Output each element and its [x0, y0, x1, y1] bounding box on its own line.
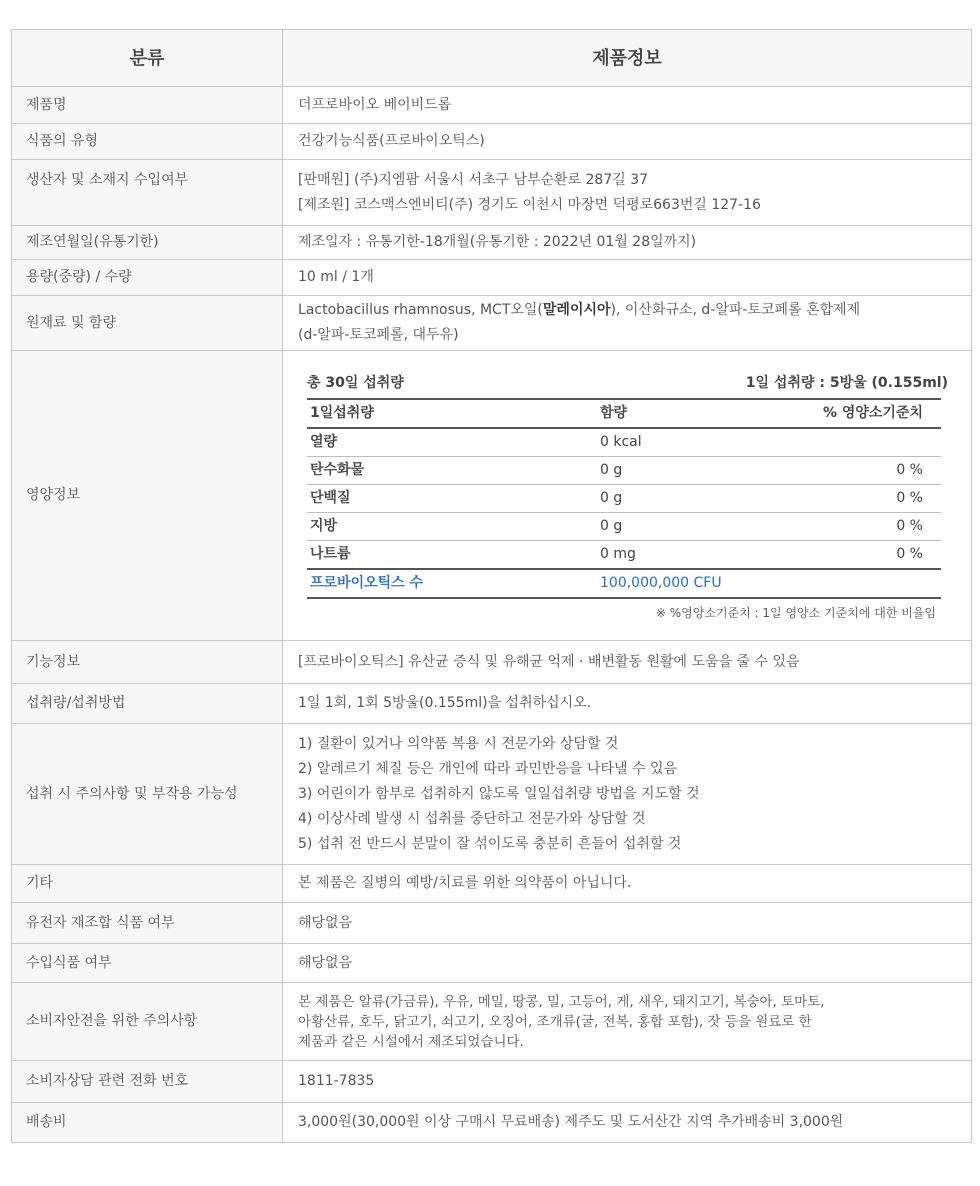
label-maker: 생산자 및 소재지 수입여부 [12, 160, 283, 226]
caution-item: 3) 어린이가 함부로 섭취하지 않도록 일일섭취량 방법을 지도할 것 [298, 785, 700, 802]
ingredients-part1: Lactobacillus rhamnosus, MCT오일( [298, 302, 543, 318]
nutrition-row [307, 428, 941, 457]
value-maker [283, 160, 972, 226]
value-etc: 본 제품은 질병의 예방/치료를 위한 의약품이 아닙니다. [283, 865, 972, 903]
nutrient-amount: 0 mg [597, 540, 777, 569]
value-product-name: 더프로바이오 베이비드롭 [283, 87, 972, 124]
value-gmo: 해당없음 [283, 903, 972, 944]
header-product-info: 제품정보 [283, 30, 972, 87]
nutrition-row [307, 512, 941, 540]
row-date [12, 226, 972, 260]
ingredients-line2: (d-알파-토코페롤, 대두유) [298, 327, 459, 343]
value-function: [프로바이오틱스] 유산균 증식 및 유해균 억제 · 배변활동 원활에 도움을 줄 수 있음 [283, 641, 972, 684]
nutrition-col-amount: 함량 [597, 399, 777, 428]
label-food-type: 식품의 유형 [12, 124, 283, 160]
nutrient-pct: 0 % [777, 512, 941, 540]
nutrient-amount: 0 g [597, 512, 777, 540]
nutrition-daily: 1일 섭취량 : 5방울 (0.155ml) [745, 374, 948, 391]
nutrition-col-pct: % 영양소기준치 [777, 399, 941, 428]
row-caution [12, 724, 972, 865]
nutrition-row [307, 456, 941, 484]
value-food-type: 건강기능식품(프로바이오틱스) [283, 124, 972, 160]
nutrient-pct [777, 569, 941, 598]
ingredients-origin: 말레이시아 [542, 302, 611, 318]
safety-line: 아황산류, 호두, 닭고기, 쇠고기, 오징어, 조개류(굴, 전복, 홍합 포함), 잣 등을 원료로 한 [298, 1013, 812, 1030]
label-function: 기능정보 [12, 641, 283, 684]
nutrient-amount: 0 g [597, 456, 777, 484]
nutrition-summary [307, 363, 948, 395]
maker-manufacturer: [제조원] 코스맥스엔비티(주) 경기도 이천시 마장면 덕평로663번길 127-16 [298, 196, 761, 213]
label-intake: 섭취량/섭취방법 [12, 684, 283, 724]
row-product-name [12, 87, 972, 124]
label-ingredients: 원재료 및 함량 [12, 296, 283, 351]
safety-line: 본 제품은 알류(가금류), 우유, 메밀, 땅콩, 밀, 고등어, 게, 새우, 돼지고기, 복숭아, 토마토, [298, 993, 825, 1010]
nutrition-header-row [307, 399, 941, 428]
ingredients-part2: ), 이산화규소, d-알파-토코페롤 혼합제제 [610, 302, 861, 318]
label-shipping: 배송비 [12, 1103, 283, 1143]
value-intake: 1일 1회, 1회 5방울(0.155ml)을 섭취하십시오. [283, 684, 972, 724]
row-volume [12, 260, 972, 296]
nutrient-pct: 0 % [777, 484, 941, 512]
row-maker [12, 160, 972, 226]
value-shipping: 3,000원(30,000원 이상 구매시 무료배송) 제주도 및 도서산간 지역 추가배송비 3,000원 [283, 1103, 972, 1143]
value-caution [283, 724, 972, 865]
label-gmo: 유전자 재조합 식품 여부 [12, 903, 283, 944]
row-intake [12, 684, 972, 724]
row-gmo [12, 903, 972, 944]
label-volume: 용량(중량) / 수량 [12, 260, 283, 296]
row-nutrition [12, 351, 972, 641]
nutrition-total: 총 30일 섭취량 [307, 374, 404, 391]
value-date: 제조일자 : 유통기한-18개월(유통기한 : 2022년 01월 28일까지) [283, 226, 972, 260]
nutrition-table [307, 398, 941, 599]
label-date: 제조연월일(유통기한) [12, 226, 283, 260]
safety-line: 제품과 같은 시설에서 제조되었습니다. [298, 1033, 524, 1050]
nutrient-amount: 0 g [597, 484, 777, 512]
label-phone: 소비자상담 관련 전화 번호 [12, 1061, 283, 1103]
nutrient-name: 탄수화물 [307, 456, 597, 484]
caution-item: 4) 이상사례 발생 시 섭취를 중단하고 전문가와 상담할 것 [298, 810, 646, 827]
nutrition-row-probiotics [307, 569, 941, 598]
row-ingredients [12, 296, 972, 351]
nutrient-name: 나트륨 [307, 540, 597, 569]
nutrition-note: ※ %영양소기준치 : 1일 영양소 기준치에 대한 비율임 [655, 605, 936, 620]
value-volume: 10 ml / 1개 [283, 260, 972, 296]
nutrient-name: 열량 [307, 428, 597, 457]
row-shipping [12, 1103, 972, 1143]
row-food-type [12, 124, 972, 160]
nutrition-col-serving: 1일섭취량 [307, 399, 597, 428]
caution-item: 5) 섭취 전 반드시 분말이 잘 섞이도록 충분히 흔들어 섭취할 것 [298, 835, 682, 852]
nutrient-pct [777, 428, 941, 457]
nutrition-row [307, 484, 941, 512]
nutrition-row [307, 540, 941, 569]
value-phone: 1811-7835 [283, 1061, 972, 1103]
label-imported: 수입식품 여부 [12, 944, 283, 983]
nutrient-amount: 100,000,000 CFU [600, 574, 722, 591]
table-header-row [12, 30, 972, 87]
value-imported: 해당없음 [283, 944, 972, 983]
row-function [12, 641, 972, 684]
label-product-name: 제품명 [12, 87, 283, 124]
row-safety [12, 983, 972, 1061]
maker-seller: [판매원] (주)지엠팜 서울시 서초구 남부순환로 287길 37 [298, 171, 649, 188]
label-caution: 섭취 시 주의사항 및 부작용 가능성 [12, 724, 283, 865]
nutrient-name: 지방 [307, 512, 597, 540]
label-safety: 소비자안전을 위한 주의사항 [12, 983, 283, 1061]
value-safety [283, 983, 972, 1061]
product-info-table [11, 29, 972, 1143]
row-imported [12, 944, 972, 983]
header-category: 분류 [12, 30, 283, 87]
nutrient-pct: 0 % [777, 540, 941, 569]
caution-item: 2) 알레르기 체질 등은 개인에 따라 과민반응을 나타낼 수 있음 [298, 760, 677, 777]
value-ingredients [283, 296, 972, 351]
label-nutrition: 영양정보 [12, 351, 283, 641]
row-phone [12, 1061, 972, 1103]
value-nutrition [283, 351, 972, 641]
nutrient-name: 단백질 [307, 484, 597, 512]
nutrient-name: 프로바이오틱스 수 [310, 574, 424, 591]
nutrient-pct: 0 % [777, 456, 941, 484]
label-etc: 기타 [12, 865, 283, 903]
caution-item: 1) 질환이 있거나 의약품 복용 시 전문가와 상담할 것 [298, 735, 619, 752]
row-etc [12, 865, 972, 903]
nutrient-amount: 0 kcal [597, 428, 777, 457]
